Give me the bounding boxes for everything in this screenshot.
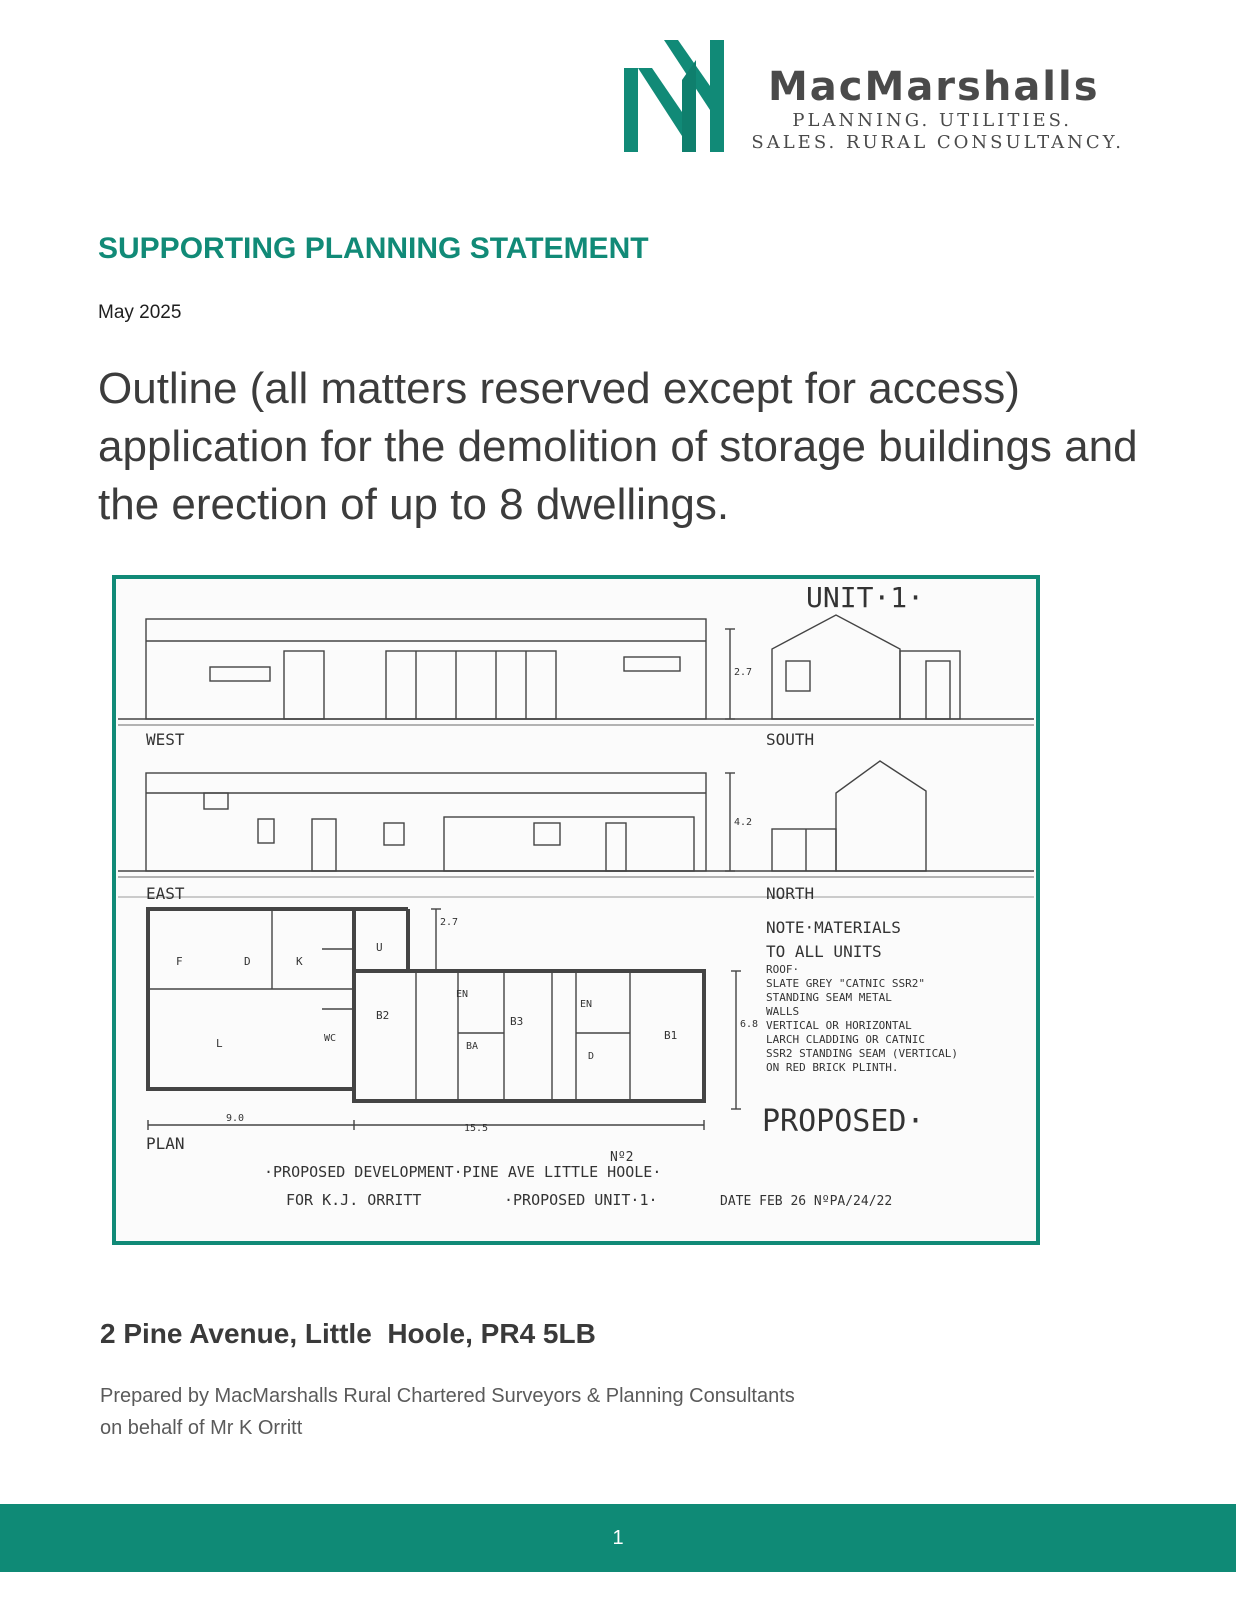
document-title: Outline (all matters reserved except for access) application for the demolition of storage buildings and the erection of up to 8 dwellings. [98,364,1138,529]
note-line-6: WALLS [766,1005,800,1018]
note-line-10: ON RED BRICK PLINTH. [766,1061,899,1074]
note-line-5: STANDING SEAM METAL [766,991,892,1004]
elevation-south-label: SOUTH [766,730,815,749]
room-u: U [376,941,383,954]
note-line-1: NOTE·MATERIALS [766,918,901,937]
drawing-caption-client: FOR K.J. ORRITT [286,1191,422,1209]
dim-w2: 15.5 [464,1123,489,1134]
room-ba: BA [466,1041,479,1052]
drawing-caption-unit: ·PROPOSED UNIT·1· [504,1191,658,1209]
prepared-by-line-2: on behalf of Mr K Orritt [100,1417,303,1439]
drawing-sketch [116,579,1036,1241]
room-d2: D [588,1051,595,1062]
proposed-label: PROPOSED· [762,1104,925,1139]
room-b1: B1 [664,1029,678,1042]
dim-h2: 4.2 [734,817,753,828]
room-k: K [296,955,303,968]
note-line-9: SSR2 STANDING SEAM (VERTICAL) [766,1047,959,1060]
dim-w1: 9.0 [226,1113,245,1124]
unit-title: UNIT·1· [806,581,925,614]
note-line-7: VERTICAL OR HORIZONTAL [766,1019,912,1032]
drawing-caption-date: DATE FEB 26 NºPA/24/22 [720,1194,893,1209]
room-b3: B3 [510,1015,524,1028]
brand-logo [624,40,1124,156]
room-d: D [244,955,251,968]
room-wc: WC [324,1033,337,1044]
elevation-north-label: NORTH [766,884,815,903]
prepared-by [100,1380,795,1444]
architectural-drawing [112,575,1040,1245]
drawing-number-label: Nº2 [610,1150,634,1165]
brand-tagline-1: PLANNING. UTILITIES. [792,110,1072,131]
room-en-1: EN [456,989,469,1000]
drawing-caption-1: ·PROPOSED DEVELOPMENT·PINE AVE LITTLE HOOLE· [264,1163,662,1181]
site-address: 2 Pine Avenue, Little Hoole, PR4 5LB [100,1318,596,1349]
page-footer [0,1504,1236,1572]
room-b2: B2 [376,1009,390,1022]
note-line-2: TO ALL UNITS [766,942,882,961]
note-line-3: ROOF· [766,963,800,976]
prepared-by-line-1: Prepared by MacMarshalls Rural Chartered Surveyors & Planning Consultants [100,1385,795,1407]
brand-name: MacMarshalls [768,64,1100,110]
document-type: SUPPORTING PLANNING STATEMENT [98,232,649,265]
logo-mark-icon [624,40,740,156]
document-date: May 2025 [98,302,182,323]
page-number: 1 [612,1527,624,1549]
plan-label: PLAN [146,1134,185,1153]
dim-d1: 6.8 [740,1019,759,1030]
room-l: L [216,1037,223,1050]
note-line-4: SLATE GREY "CATNIC SSR2" [766,977,925,990]
dim-h3: 2.7 [440,917,459,928]
elevation-east-label: EAST [146,884,185,903]
room-f: F [176,955,183,968]
dim-h1: 2.7 [734,667,753,678]
room-en-2: EN [580,999,593,1010]
elevation-west-label: WEST [146,730,185,749]
note-line-8: LARCH CLADDING OR CATNIC [766,1033,925,1046]
brand-tagline-2: SALES. RURAL CONSULTANCY. [751,132,1124,153]
